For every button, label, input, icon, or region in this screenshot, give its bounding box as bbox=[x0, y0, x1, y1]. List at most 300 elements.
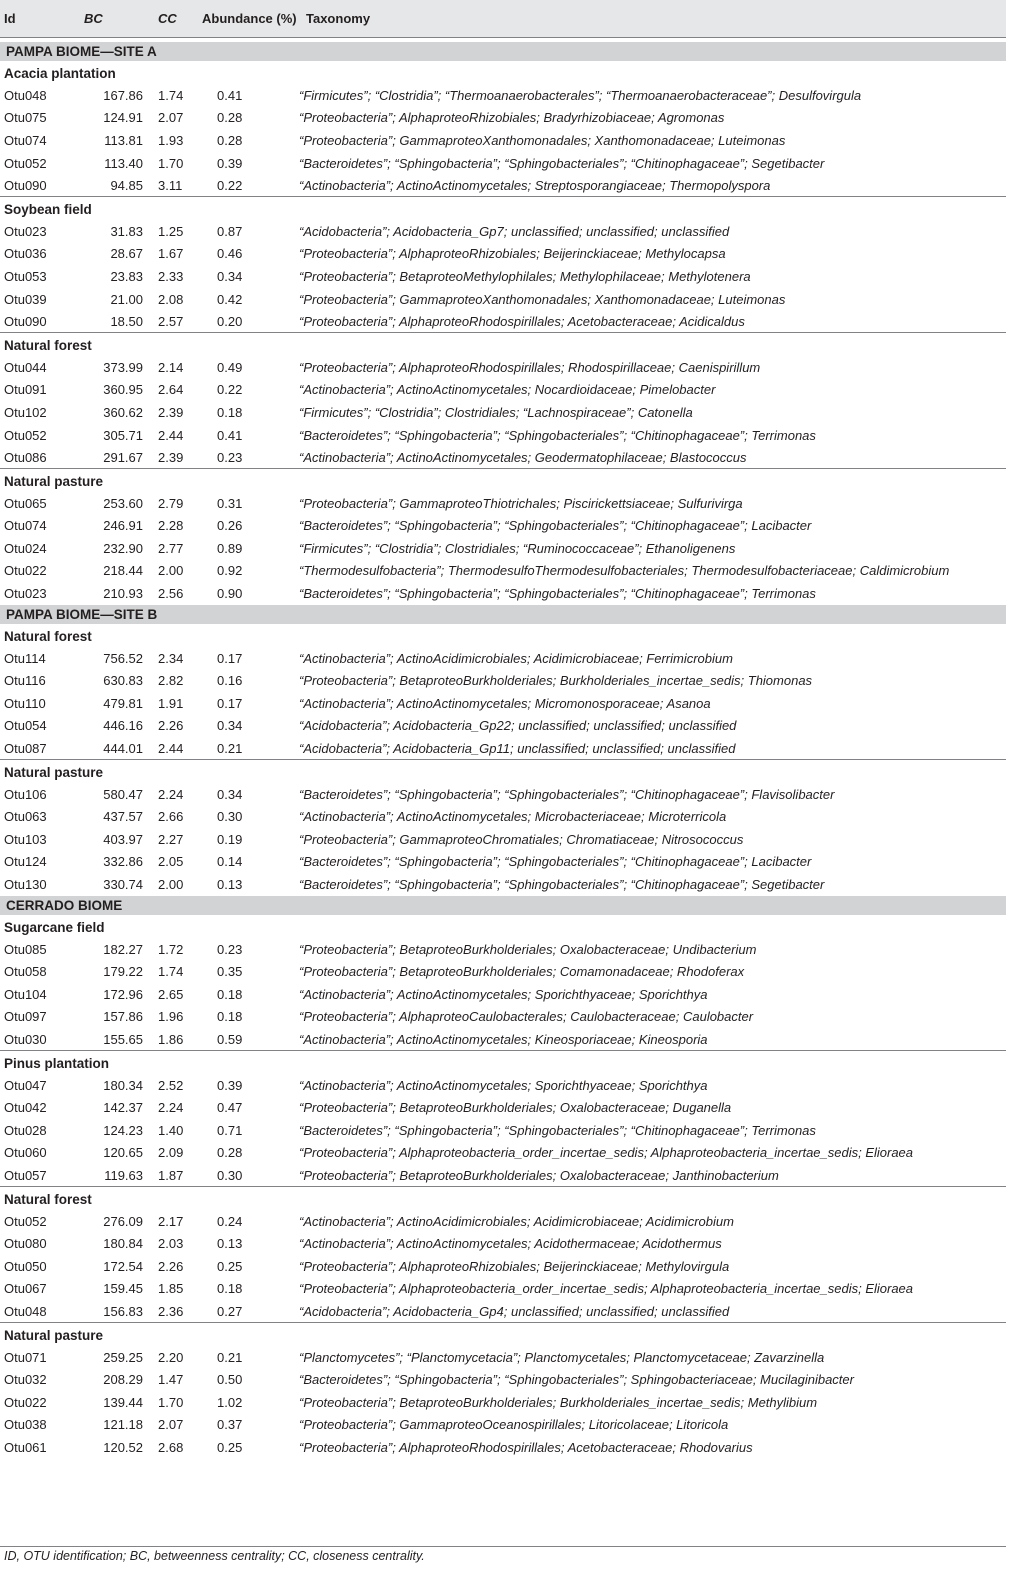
cell-bc: 360.95 bbox=[103, 382, 143, 398]
cell-bc: 259.25 bbox=[103, 1349, 143, 1365]
cell-cc: 2.09 bbox=[158, 1145, 184, 1161]
table-row bbox=[0, 1436, 1006, 1459]
cell-bc: 139.44 bbox=[103, 1394, 143, 1410]
header-row bbox=[0, 0, 1006, 37]
cell-cc: 1.40 bbox=[158, 1122, 184, 1138]
cell-taxonomy: “Bacteroidetes”; “Sphingobacteria”; “Sphingobacteriales”; “Chitinophagaceae”; Terrimonas bbox=[299, 427, 816, 443]
table-row bbox=[0, 424, 1006, 447]
cell-taxonomy: “Bacteroidetes”; “Sphingobacteria”; “Sphingobacteriales”; “Chitinophagaceae”; Segetibacter bbox=[299, 877, 825, 893]
cell-id: Otu060 bbox=[4, 1145, 47, 1161]
cell-taxonomy: “Acidobacteria”; Acidobacteria_Gp7; unclassified; unclassified; unclassified bbox=[299, 223, 730, 239]
table-row bbox=[0, 537, 1006, 560]
table-row bbox=[0, 1028, 1006, 1051]
cell-cc: 1.74 bbox=[158, 964, 184, 980]
cell-cc: 1.47 bbox=[158, 1372, 184, 1388]
cell-id: Otu130 bbox=[4, 877, 47, 893]
cell-bc: 156.83 bbox=[70, 1300, 150, 1323]
cell-bc: 124.23 bbox=[103, 1122, 143, 1138]
table-row bbox=[0, 492, 1006, 515]
cell-id: Otu097 bbox=[4, 1009, 47, 1025]
cell-taxonomy: “Actinobacteria”; ActinoActinomycetales; Nocardioidaceae; Pimelobacter bbox=[299, 382, 716, 398]
cell-abundance: 0.18 bbox=[217, 986, 243, 1002]
cell-abundance: 0.42 bbox=[217, 291, 243, 307]
cell-taxonomy: “Bacteroidetes”; “Sphingobacteria”; “Sphingobacteriales”; “Chitinophagaceae”; Terrimonas bbox=[299, 586, 816, 602]
group-header-row bbox=[0, 1187, 1006, 1210]
cell-id: Otu042 bbox=[4, 1100, 47, 1116]
group-header-row bbox=[0, 197, 1006, 220]
cell-id: Otu061 bbox=[4, 1439, 47, 1455]
cell-abundance: 0.18 bbox=[217, 404, 243, 420]
cell-abundance: 0.49 bbox=[217, 359, 243, 375]
cell-cc: 2.17 bbox=[158, 1213, 184, 1229]
table-row bbox=[0, 243, 1006, 266]
table-row bbox=[0, 1414, 1006, 1437]
cell-bc: 157.86 bbox=[103, 1009, 143, 1025]
cell-taxonomy: “Bacteroidetes”; “Sphingobacteria”; “Sphingobacteriales”; “Chitinophagaceae”; Flavisolibacter bbox=[299, 786, 835, 802]
cell-bc: 330.74 bbox=[103, 877, 143, 893]
table-row bbox=[0, 983, 1006, 1006]
cell-bc: 630.83 bbox=[103, 673, 143, 689]
cell-id: Otu047 bbox=[4, 1077, 47, 1093]
cell-taxonomy: “Actinobacteria”; ActinoActinomycetales; Micromonosporaceae; Asanoa bbox=[299, 695, 711, 711]
cell-cc: 1.70 bbox=[158, 155, 184, 171]
cell-taxonomy: “Proteobacteria”; AlphaproteoRhizobiales; Bradyrhizobiaceae; Agromonas bbox=[299, 110, 725, 126]
cell-id: Otu110 bbox=[4, 695, 46, 711]
table-row bbox=[0, 1164, 1006, 1187]
cell-id: Otu044 bbox=[4, 359, 47, 375]
cell-cc: 2.77 bbox=[158, 540, 184, 556]
group-title: Natural forest bbox=[4, 1192, 92, 1207]
cell-abundance: 0.31 bbox=[217, 495, 243, 511]
table-row bbox=[0, 84, 1006, 107]
cell-bc: 172.96 bbox=[103, 986, 143, 1002]
header-id: Id bbox=[0, 0, 70, 37]
cell-cc: 2.26 bbox=[158, 718, 184, 734]
cell-abundance: 0.26 bbox=[217, 518, 243, 534]
cell-id: Otu052 bbox=[4, 1213, 47, 1229]
cell-taxonomy: “Actinobacteria”; ActinoAcidimicrobiales; Acidimicrobiaceae; Ferrimicrobium bbox=[299, 650, 733, 666]
cell-abundance: 0.13 bbox=[217, 1236, 243, 1252]
cell-bc: 155.65 bbox=[70, 1028, 150, 1051]
cell-cc: 1.74 bbox=[158, 87, 184, 103]
table-row bbox=[0, 174, 1006, 197]
group-header-row bbox=[0, 915, 1006, 938]
table-row bbox=[0, 220, 1006, 243]
cell-bc: 159.45 bbox=[103, 1281, 143, 1297]
bottom-rule bbox=[0, 1546, 1006, 1547]
cell-id: Otu063 bbox=[4, 809, 47, 825]
cell-id: Otu106 bbox=[4, 786, 47, 802]
cell-cc: 2.14 bbox=[158, 359, 184, 375]
group-header-row bbox=[0, 624, 1006, 647]
cell-id: Otu090 bbox=[0, 174, 70, 197]
cell-abundance: 0.34 bbox=[217, 268, 243, 284]
cell-taxonomy: “Proteobacteria”; AlphaproteoRhodospirillales; Rhodospirillaceae; Caenispirillum bbox=[299, 359, 761, 375]
cell-taxonomy: “Proteobacteria”; GammaproteoChromatiales; Chromatiaceae; Nitrosococcus bbox=[299, 831, 744, 847]
cell-abundance: 0.25 bbox=[217, 1439, 243, 1455]
cell-id: Otu102 bbox=[4, 404, 47, 420]
footnote: ID, OTU identification; BC, betweenness centrality; CC, closeness centrality. bbox=[4, 1549, 425, 1563]
cell-bc: 253.60 bbox=[103, 495, 143, 511]
cell-abundance: 0.22 bbox=[180, 174, 296, 197]
cell-taxonomy: “Proteobacteria”; BetaproteoBurkholderiales; Burkholderiales_incertae_sedis; Thiomonas bbox=[299, 673, 813, 689]
table-row bbox=[0, 1232, 1006, 1255]
cell-id: Otu048 bbox=[0, 1300, 70, 1323]
table-row bbox=[0, 1096, 1006, 1119]
group-title: Natural forest bbox=[4, 628, 92, 644]
table-row bbox=[0, 1346, 1006, 1369]
cell-cc: 2.24 bbox=[158, 786, 184, 802]
cell-bc: 167.86 bbox=[103, 87, 143, 103]
cell-taxonomy: “Proteobacteria”; BetaproteoBurkholderiales; Oxalobacteraceae; Janthinobacterium bbox=[296, 1164, 1006, 1187]
table-row bbox=[0, 1278, 1006, 1301]
biome-title: CERRADO BIOME bbox=[0, 896, 1006, 915]
cell-bc: 444.01 bbox=[70, 737, 150, 760]
header-cc: CC bbox=[150, 0, 180, 37]
cell-taxonomy: “Proteobacteria”; Alphaproteobacteria_order_incertae_sedis; Alphaproteobacteria_incertae_sedis; Elioraea bbox=[299, 1281, 914, 1297]
cell-taxonomy: “Bacteroidetes”; “Sphingobacteria”; “Sphingobacteriales”; Sphingobacteriaceae; Mucilaginibacter bbox=[299, 1372, 854, 1388]
table-row bbox=[0, 1074, 1006, 1097]
cell-taxonomy: “Proteobacteria”; AlphaproteoRhodospirillales; Acetobacteraceae; Acidicaldus bbox=[296, 310, 1006, 333]
cell-id: Otu085 bbox=[4, 941, 47, 957]
cell-abundance: 0.21 bbox=[180, 737, 296, 760]
cell-taxonomy: “Bacteroidetes”; “Sphingobacteria”; “Sphingobacteriales”; “Chitinophagaceae”; Segetibacter bbox=[299, 155, 825, 171]
table-row bbox=[0, 960, 1006, 983]
cell-bc: 373.99 bbox=[103, 359, 143, 375]
table-row bbox=[0, 1255, 1006, 1278]
table-row bbox=[0, 107, 1006, 130]
group-title: Soybean field bbox=[4, 202, 92, 218]
cell-cc: 1.87 bbox=[150, 1164, 180, 1187]
cell-id: Otu114 bbox=[4, 650, 46, 666]
cell-taxonomy: “Bacteroidetes”; “Sphingobacteria”; “Sphingobacteriales”; “Chitinophagaceae”; Lacibacter bbox=[299, 854, 812, 870]
cell-bc: 210.93 bbox=[103, 586, 143, 602]
cell-bc: 120.65 bbox=[103, 1145, 143, 1161]
cell-cc: 2.05 bbox=[158, 854, 184, 870]
cell-taxonomy: “Actinobacteria”; ActinoActinomycetales; Geodermatophilaceae; Blastococcus bbox=[296, 446, 1006, 469]
cell-taxonomy: “Acidobacteria”; Acidobacteria_Gp11; unclassified; unclassified; unclassified bbox=[296, 737, 1006, 760]
cell-bc: 18.50 bbox=[70, 310, 150, 333]
cell-taxonomy: “Bacteroidetes”; “Sphingobacteria”; “Sphingobacteriales”; “Chitinophagaceae”; Lacibacter bbox=[299, 518, 812, 534]
cell-taxonomy: “Proteobacteria”; BetaproteoBurkholderiales; Oxalobacteraceae; Duganella bbox=[299, 1100, 732, 1116]
cell-abundance: 0.17 bbox=[217, 650, 243, 666]
cell-id: Otu023 bbox=[4, 223, 47, 239]
group-header-row bbox=[0, 333, 1006, 356]
table-row bbox=[0, 715, 1006, 738]
group-title: Natural pasture bbox=[4, 1327, 104, 1343]
cell-cc: 2.08 bbox=[158, 291, 184, 307]
table-row bbox=[0, 1142, 1006, 1165]
cell-taxonomy: “Actinobacteria”; ActinoActinomycetales; Sporichthyaceae; Sporichthya bbox=[299, 1077, 708, 1093]
cell-taxonomy: “Actinobacteria”; ActinoActinomycetales; Acidothermaceae; Acidothermus bbox=[299, 1236, 722, 1252]
cell-id: Otu124 bbox=[4, 854, 47, 870]
cell-id: Otu104 bbox=[4, 986, 47, 1002]
cell-taxonomy: “Proteobacteria”; AlphaproteoRhodospirillales; Acetobacteraceae; Rhodovarius bbox=[299, 1439, 753, 1455]
cell-cc: 1.67 bbox=[158, 246, 184, 262]
cell-cc: 1.85 bbox=[158, 1281, 184, 1297]
cell-bc: 124.91 bbox=[103, 110, 143, 126]
cell-bc: 142.37 bbox=[103, 1100, 143, 1116]
group-title: Natural pasture bbox=[4, 474, 104, 490]
cell-bc: 180.34 bbox=[103, 1077, 143, 1093]
cell-cc: 2.33 bbox=[158, 268, 184, 284]
cell-bc: 113.40 bbox=[104, 155, 143, 171]
cell-abundance: 0.34 bbox=[217, 718, 243, 734]
cell-bc: 332.86 bbox=[103, 854, 143, 870]
cell-cc: 2.52 bbox=[158, 1077, 184, 1093]
cell-cc: 2.03 bbox=[158, 1236, 184, 1252]
cell-abundance: 0.19 bbox=[217, 831, 243, 847]
cell-abundance: 0.18 bbox=[217, 1009, 243, 1025]
table-row bbox=[0, 647, 1006, 670]
table-row bbox=[0, 692, 1006, 715]
table-row bbox=[0, 129, 1006, 152]
cell-abundance: 0.23 bbox=[180, 446, 296, 469]
cell-abundance: 0.90 bbox=[217, 586, 243, 602]
group-header-row bbox=[0, 760, 1006, 783]
table-row bbox=[0, 938, 1006, 961]
cell-abundance: 0.17 bbox=[217, 695, 243, 711]
cell-bc: 291.67 bbox=[70, 446, 150, 469]
table-row bbox=[0, 401, 1006, 424]
cell-taxonomy: “Actinobacteria”; ActinoActinomycetales; Microbacteriaceae; Microterricola bbox=[299, 809, 727, 825]
cell-bc: 182.27 bbox=[103, 941, 143, 957]
cell-abundance: 0.35 bbox=[217, 964, 243, 980]
cell-id: Otu022 bbox=[4, 1394, 47, 1410]
table-row bbox=[0, 1300, 1006, 1323]
table-row bbox=[0, 152, 1006, 175]
cell-id: Otu074 bbox=[4, 132, 47, 148]
table-row bbox=[0, 310, 1006, 333]
cell-cc: 2.20 bbox=[158, 1349, 184, 1365]
table-body bbox=[0, 37, 1006, 1459]
cell-bc: 446.16 bbox=[103, 718, 143, 734]
cell-taxonomy: “Proteobacteria”; BetaproteoMethylophilales; Methylophilaceae; Methylotenera bbox=[299, 268, 751, 284]
cell-abundance: 0.28 bbox=[217, 110, 243, 126]
cell-id: Otu053 bbox=[4, 268, 47, 284]
table-row bbox=[0, 379, 1006, 402]
cell-id: Otu058 bbox=[4, 964, 47, 980]
cell-taxonomy: “Proteobacteria”; Alphaproteobacteria_order_incertae_sedis; Alphaproteobacteria_incertae_sedis; Elioraea bbox=[299, 1145, 914, 1161]
cell-cc: 1.96 bbox=[158, 1009, 184, 1025]
cell-id: Otu087 bbox=[0, 737, 70, 760]
cell-abundance: 0.47 bbox=[217, 1100, 243, 1116]
cell-bc: 21.00 bbox=[110, 291, 143, 307]
cell-bc: 580.47 bbox=[103, 786, 143, 802]
cell-bc: 208.29 bbox=[103, 1372, 143, 1388]
cell-cc: 2.24 bbox=[158, 1100, 184, 1116]
cell-abundance: 0.39 bbox=[217, 155, 243, 171]
cell-id: Otu074 bbox=[4, 518, 47, 534]
cell-taxonomy: “Firmicutes”; “Clostridia”; Clostridiales; “Ruminococcaceae”; Ethanoligenens bbox=[299, 540, 736, 556]
cell-cc: 2.28 bbox=[158, 518, 184, 534]
cell-abundance: 0.25 bbox=[217, 1258, 243, 1274]
cell-bc: 360.62 bbox=[103, 404, 143, 420]
cell-cc: 2.07 bbox=[158, 1417, 184, 1433]
cell-abundance: 0.28 bbox=[217, 132, 243, 148]
cell-bc: 28.67 bbox=[110, 246, 143, 262]
cell-cc: 2.26 bbox=[158, 1258, 184, 1274]
cell-abundance: 0.28 bbox=[217, 1145, 243, 1161]
cell-id: Otu023 bbox=[4, 586, 47, 602]
cell-id: Otu052 bbox=[4, 155, 47, 171]
cell-bc: 403.97 bbox=[103, 831, 143, 847]
cell-id: Otu052 bbox=[4, 427, 47, 443]
cell-abundance: 0.30 bbox=[180, 1164, 296, 1187]
group-header-row bbox=[0, 61, 1006, 84]
cell-cc: 2.44 bbox=[158, 427, 184, 443]
table-row bbox=[0, 560, 1006, 583]
cell-taxonomy: “Acidobacteria”; Acidobacteria_Gp22; unclassified; unclassified; unclassified bbox=[299, 718, 737, 734]
cell-bc: 180.84 bbox=[103, 1236, 143, 1252]
cell-id: Otu057 bbox=[0, 1164, 70, 1187]
cell-taxonomy: “Planctomycetes”; “Planctomycetacia”; Planctomycetales; Planctomycetaceae; Zavarzinella bbox=[299, 1349, 825, 1365]
cell-taxonomy: “Proteobacteria”; BetaproteoBurkholderiales; Oxalobacteraceae; Undibacterium bbox=[299, 941, 757, 957]
cell-abundance: 0.34 bbox=[217, 786, 243, 802]
cell-cc: 1.91 bbox=[158, 695, 184, 711]
table-row bbox=[0, 446, 1006, 469]
cell-taxonomy: “Actinobacteria”; ActinoActinomycetales; Kineosporiaceae; Kineosporia bbox=[296, 1028, 1006, 1051]
group-title: Acacia plantation bbox=[4, 66, 116, 81]
table-row bbox=[0, 1119, 1006, 1142]
table-row bbox=[0, 851, 1006, 874]
cell-taxonomy: “Proteobacteria”; AlphaproteoCaulobacterales; Caulobacteraceae; Caulobacter bbox=[299, 1009, 754, 1025]
cell-abundance: 0.30 bbox=[217, 809, 243, 825]
cell-cc: 2.65 bbox=[158, 986, 184, 1002]
cell-cc: 1.72 bbox=[158, 941, 184, 957]
table-row bbox=[0, 1368, 1006, 1391]
cell-abundance: 0.87 bbox=[217, 223, 243, 239]
cell-cc: 2.36 bbox=[150, 1300, 180, 1323]
cell-abundance: 0.46 bbox=[217, 246, 243, 262]
group-title: Pinus plantation bbox=[4, 1056, 110, 1072]
table-row bbox=[0, 265, 1006, 288]
cell-taxonomy: “Thermodesulfobacteria”; ThermodesulfoThermodesulfobacteriales; Thermodesulfobacteriaceae; Caldimicrobium bbox=[299, 563, 950, 579]
biome-header-row bbox=[0, 605, 1006, 624]
cell-abundance: 0.41 bbox=[217, 427, 243, 443]
cell-cc: 2.79 bbox=[158, 495, 184, 511]
cell-id: Otu048 bbox=[4, 87, 47, 103]
table-row bbox=[0, 288, 1006, 311]
cell-bc: 94.85 bbox=[70, 174, 150, 197]
cell-id: Otu103 bbox=[4, 831, 47, 847]
table-row bbox=[0, 669, 1006, 692]
cell-abundance: 0.18 bbox=[217, 1281, 243, 1297]
cell-id: Otu054 bbox=[4, 718, 47, 734]
cell-cc: 2.07 bbox=[158, 110, 184, 126]
table-row bbox=[0, 1006, 1006, 1029]
cell-cc: 2.39 bbox=[158, 404, 184, 420]
cell-abundance: 0.41 bbox=[217, 87, 243, 103]
cell-id: Otu071 bbox=[4, 1349, 47, 1365]
cell-taxonomy: “Proteobacteria”; GammaproteoXanthomonadales; Xanthomonadaceae; Luteimonas bbox=[299, 132, 786, 148]
table-row bbox=[0, 783, 1006, 806]
table-row bbox=[0, 515, 1006, 538]
cell-abundance: 0.59 bbox=[180, 1028, 296, 1051]
cell-bc: 246.91 bbox=[103, 518, 143, 534]
cell-taxonomy: “Proteobacteria”; AlphaproteoRhizobiales; Beijerinckiaceae; Methylovirgula bbox=[299, 1258, 730, 1274]
biome-title: PAMPA BIOME—SITE A bbox=[0, 42, 1006, 61]
cell-cc: 2.56 bbox=[158, 586, 184, 602]
cell-bc: 121.18 bbox=[103, 1417, 143, 1433]
cell-bc: 113.81 bbox=[104, 132, 143, 148]
cell-id: Otu116 bbox=[4, 673, 46, 689]
cell-id: Otu032 bbox=[4, 1372, 47, 1388]
cell-id: Otu024 bbox=[4, 540, 47, 556]
group-header-row bbox=[0, 1051, 1006, 1074]
cell-abundance: 0.20 bbox=[180, 310, 296, 333]
cell-abundance: 0.23 bbox=[217, 941, 243, 957]
table-row bbox=[0, 873, 1006, 896]
cell-abundance: 0.14 bbox=[217, 854, 243, 870]
cell-cc: 1.25 bbox=[158, 223, 184, 239]
cell-id: Otu080 bbox=[4, 1236, 47, 1252]
cell-bc: 120.52 bbox=[103, 1439, 143, 1455]
cell-abundance: 0.92 bbox=[217, 563, 243, 579]
cell-taxonomy: “Actinobacteria”; ActinoActinomycetales; Sporichthyaceae; Sporichthya bbox=[299, 986, 708, 1002]
cell-id: Otu030 bbox=[0, 1028, 70, 1051]
cell-taxonomy: “Acidobacteria”; Acidobacteria_Gp4; unclassified; unclassified; unclassified bbox=[296, 1300, 1006, 1323]
cell-bc: 23.83 bbox=[110, 268, 143, 284]
biome-header-row bbox=[0, 42, 1006, 61]
cell-cc: 2.68 bbox=[158, 1439, 184, 1455]
table-row bbox=[0, 1210, 1006, 1233]
cell-cc: 2.34 bbox=[158, 650, 184, 666]
biome-header-row bbox=[0, 896, 1006, 915]
cell-cc: 1.86 bbox=[150, 1028, 180, 1051]
header-taxonomy: Taxonomy bbox=[296, 0, 1006, 37]
cell-taxonomy: “Proteobacteria”; BetaproteoBurkholderiales; Comamonadaceae; Rhodoferax bbox=[299, 964, 745, 980]
cell-cc: 2.39 bbox=[150, 446, 180, 469]
table-row bbox=[0, 805, 1006, 828]
cell-bc: 232.90 bbox=[103, 540, 143, 556]
cell-bc: 179.22 bbox=[103, 964, 143, 980]
cell-cc: 2.64 bbox=[158, 382, 184, 398]
cell-taxonomy: “Proteobacteria”; GammaproteoThiotrichales; Piscirickettsiaceae; Sulfurivirga bbox=[299, 495, 743, 511]
cell-abundance: 0.24 bbox=[217, 1213, 243, 1229]
cell-id: Otu091 bbox=[4, 382, 47, 398]
cell-taxonomy: “Actinobacteria”; ActinoAcidimicrobiales; Acidimicrobiaceae; Acidimicrobium bbox=[299, 1213, 734, 1229]
cell-taxonomy: “Actinobacteria”; ActinoActinomycetales; Streptosporangiaceae; Thermopolyspora bbox=[296, 174, 1006, 197]
cell-abundance: 0.50 bbox=[217, 1372, 243, 1388]
cell-taxonomy: “Proteobacteria”; GammaproteoOceanospirillales; Litoricolaceae; Litoricola bbox=[299, 1417, 729, 1433]
cell-cc: 1.93 bbox=[158, 132, 184, 148]
cell-cc: 2.00 bbox=[158, 877, 184, 893]
cell-bc: 276.09 bbox=[103, 1213, 143, 1229]
cell-bc: 756.52 bbox=[103, 650, 143, 666]
biome-title: PAMPA BIOME—SITE B bbox=[0, 605, 1006, 624]
cell-taxonomy: “Firmicutes”; “Clostridia”; “Thermoanaerobacterales”; “Thermoanaerobacteraceae”; Desulfovirgula bbox=[299, 87, 862, 103]
cell-abundance: 0.16 bbox=[217, 673, 243, 689]
cell-id: Otu039 bbox=[4, 291, 47, 307]
cell-abundance: 1.02 bbox=[217, 1394, 243, 1410]
cell-taxonomy: “Proteobacteria”; GammaproteoXanthomonadales; Xanthomonadaceae; Luteimonas bbox=[299, 291, 786, 307]
cell-cc: 2.57 bbox=[150, 310, 180, 333]
cell-taxonomy: “Firmicutes”; “Clostridia”; Clostridiales; “Lachnospiraceae”; Catonella bbox=[299, 404, 693, 420]
cell-bc: 31.83 bbox=[110, 223, 143, 239]
cell-cc: 2.66 bbox=[158, 809, 184, 825]
cell-abundance: 0.27 bbox=[180, 1300, 296, 1323]
cell-bc: 119.63 bbox=[70, 1164, 150, 1187]
cell-abundance: 0.13 bbox=[217, 877, 243, 893]
cell-cc: 2.27 bbox=[158, 831, 184, 847]
table-row bbox=[0, 582, 1006, 605]
group-title: Sugarcane field bbox=[4, 919, 105, 935]
cell-id: Otu036 bbox=[4, 246, 47, 262]
cell-id: Otu038 bbox=[4, 1417, 47, 1433]
cell-bc: 218.44 bbox=[103, 563, 143, 579]
cell-abundance: 0.89 bbox=[217, 540, 243, 556]
